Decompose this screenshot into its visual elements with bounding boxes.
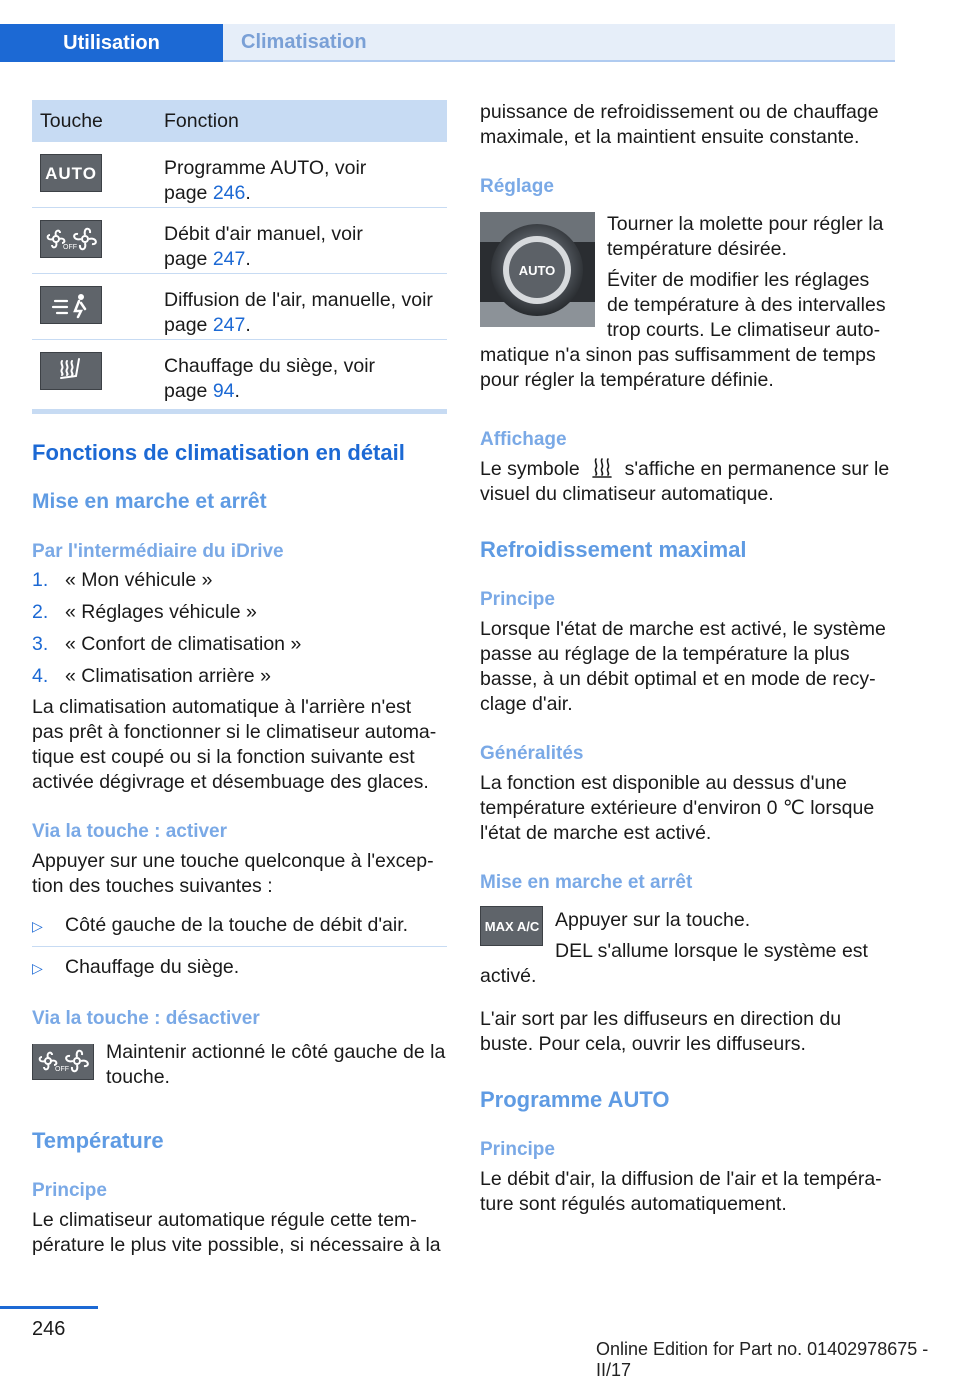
air-flow-button-icon — [40, 220, 102, 258]
table-header-key: Touche — [32, 100, 156, 142]
table-row — [32, 340, 447, 406]
list-item: ▷ Chauffage du siège. — [32, 947, 447, 988]
paragraph-activate: Appuyer sur une touche quelconque à l'excep-tion des touches suivantes : — [32, 850, 434, 897]
table-cell-function: Diffusion de l'air, manuelle, voir page 247. — [156, 274, 447, 340]
page-link[interactable]: 246 — [212, 182, 246, 204]
air-flow-off-button-icon — [32, 1044, 94, 1080]
subheading-on-off: Mise en marche et arrêt — [32, 490, 267, 513]
temperature-knob-image — [480, 212, 595, 327]
table-row — [32, 142, 447, 208]
table-cell-function: Programme AUTO, voir page 246. — [156, 142, 447, 208]
paragraph-on-off-1: Appuyer sur la touche. — [555, 909, 751, 931]
heading-activate: Via la touche : activer — [32, 821, 228, 842]
table-header-row — [32, 100, 447, 142]
paragraph-rear-climate: La climatisation automatique à l'arrière n'est pas prêt à fonctionner si le climatiseur automa-tique est coupé ou si la fonction suivante est activée dégivrage et désembuage des glaces. — [32, 696, 437, 793]
list-item: 4. « Climatisation arrière » — [32, 665, 271, 687]
table-row — [32, 208, 447, 274]
paragraph-display: Le symbole s'affiche en permanence sur le visuel du climatiseur automatique. — [480, 458, 890, 505]
list-item: ▷ Côté gauche de la touche de débit d'air. — [32, 905, 447, 947]
paragraph-general: La fonction est disponible au dessus d'une température extérieure d'environ 0 ℃ lorsque l'état de marche est activé. — [480, 772, 875, 844]
left-column — [32, 100, 447, 1258]
svg-text:OFF: OFF — [63, 244, 77, 251]
footer-rule — [0, 1306, 98, 1309]
paragraph-continued: puissance de refroidissement ou de chauffage maximale, et la maintient ensuite constante. — [480, 101, 879, 148]
triangle-bullet-icon: ▷ — [32, 960, 43, 976]
page-number: 246 — [32, 1318, 66, 1340]
edition-note: Online Edition for Part no. 01402978675 - II/17 — [596, 1339, 929, 1380]
triangle-bullet-icon: ▷ — [32, 918, 43, 934]
paragraph-auto-principle: Le débit d'air, la diffusion de l'air et la tempéra-ture sont régulés automatiquement. — [480, 1168, 882, 1215]
max-ac-button-icon — [480, 906, 543, 946]
paragraph-air-outlets: L'air sort par les diffuseurs en direction du buste. Pour cela, ouvrir les diffuseurs. — [480, 1008, 842, 1055]
heading-principle: Principe — [32, 1180, 107, 1201]
exception-list — [32, 905, 447, 988]
air-distribution-button-icon — [40, 286, 102, 324]
table-header-function: Fonction — [156, 100, 447, 142]
rear-climate-symbol-icon — [585, 457, 619, 479]
auto-button-icon — [40, 154, 102, 192]
page-header — [0, 0, 960, 62]
table-cell-function: Débit d'air manuel, voir page 247. — [156, 208, 447, 274]
subheading-temperature: Température — [32, 1128, 164, 1153]
heading-display: Affichage — [480, 429, 567, 450]
heading-principle: Principe — [480, 589, 555, 610]
section-heading-details: Fonctions de climatisation en détail — [32, 440, 405, 465]
section-tab-climatisation[interactable]: Climatisation — [223, 24, 895, 60]
list-item: 2. « Réglages véhicule » — [32, 601, 257, 623]
heading-principle: Principe — [480, 1139, 555, 1160]
heading-idrive: Par l'intermédiaire du iDrive — [32, 541, 284, 562]
svg-text:MAX A/C: MAX A/C — [484, 919, 539, 934]
key-function-table — [32, 100, 447, 405]
paragraph-on-off-2: DEL s'allume lorsque le système est activé. — [480, 940, 868, 987]
table-cell-function: Chauffage du siège, voir page 94. — [164, 355, 376, 402]
svg-text:OFF: OFF — [55, 1066, 69, 1073]
subheading-auto-program: Programme AUTO — [480, 1087, 670, 1112]
svg-text:AUTO: AUTO — [45, 164, 97, 183]
idrive-steps — [32, 564, 447, 692]
right-column — [480, 100, 896, 1217]
header-divider — [223, 60, 895, 62]
page-link[interactable]: 94 — [212, 380, 235, 402]
list-item: 3. « Confort de climatisation » — [32, 633, 302, 655]
heading-on-off: Mise en marche et arrêt — [480, 872, 693, 893]
section-tab-utilisation[interactable]: Utilisation — [0, 24, 223, 62]
seat-heating-button-icon — [40, 352, 102, 390]
page-link[interactable]: 247 — [212, 314, 246, 336]
table-bottom-rule — [32, 409, 447, 414]
svg-text:AUTO: AUTO — [518, 263, 556, 278]
heading-setting: Réglage — [480, 176, 554, 197]
heading-deactivate: Via la touche : désactiver — [32, 1008, 260, 1029]
paragraph-deactivate: Maintenir actionné le côté gauche de la touche. — [106, 1044, 446, 1088]
paragraph-temperature-principle: Le climatiseur automatique régule cette tem-pérature le plus vite possible, si nécessaire à la — [32, 1209, 441, 1256]
table-row — [32, 274, 447, 340]
page-link[interactable]: 247 — [212, 248, 246, 270]
paragraph-max-cooling-principle: Lorsque l'état de marche est activé, le système passe au réglage de la température la plus basse, à un débit optimal et en mode de recy-clage d'air. — [480, 618, 886, 715]
list-item: 1. « Mon véhicule » — [32, 569, 213, 591]
paragraph-setting-2: Éviter de modifier les réglages de température à des intervalles trop courts. Le climatiseur auto-matique n'a sinon pas suffisamment de temps pour régler la température définie. — [480, 269, 886, 391]
paragraph-setting-1: Tourner la molette pour régler la température désirée. — [607, 213, 884, 260]
heading-general: Généralités — [480, 743, 584, 764]
subheading-max-cooling: Refroidissement maximal — [480, 537, 747, 562]
